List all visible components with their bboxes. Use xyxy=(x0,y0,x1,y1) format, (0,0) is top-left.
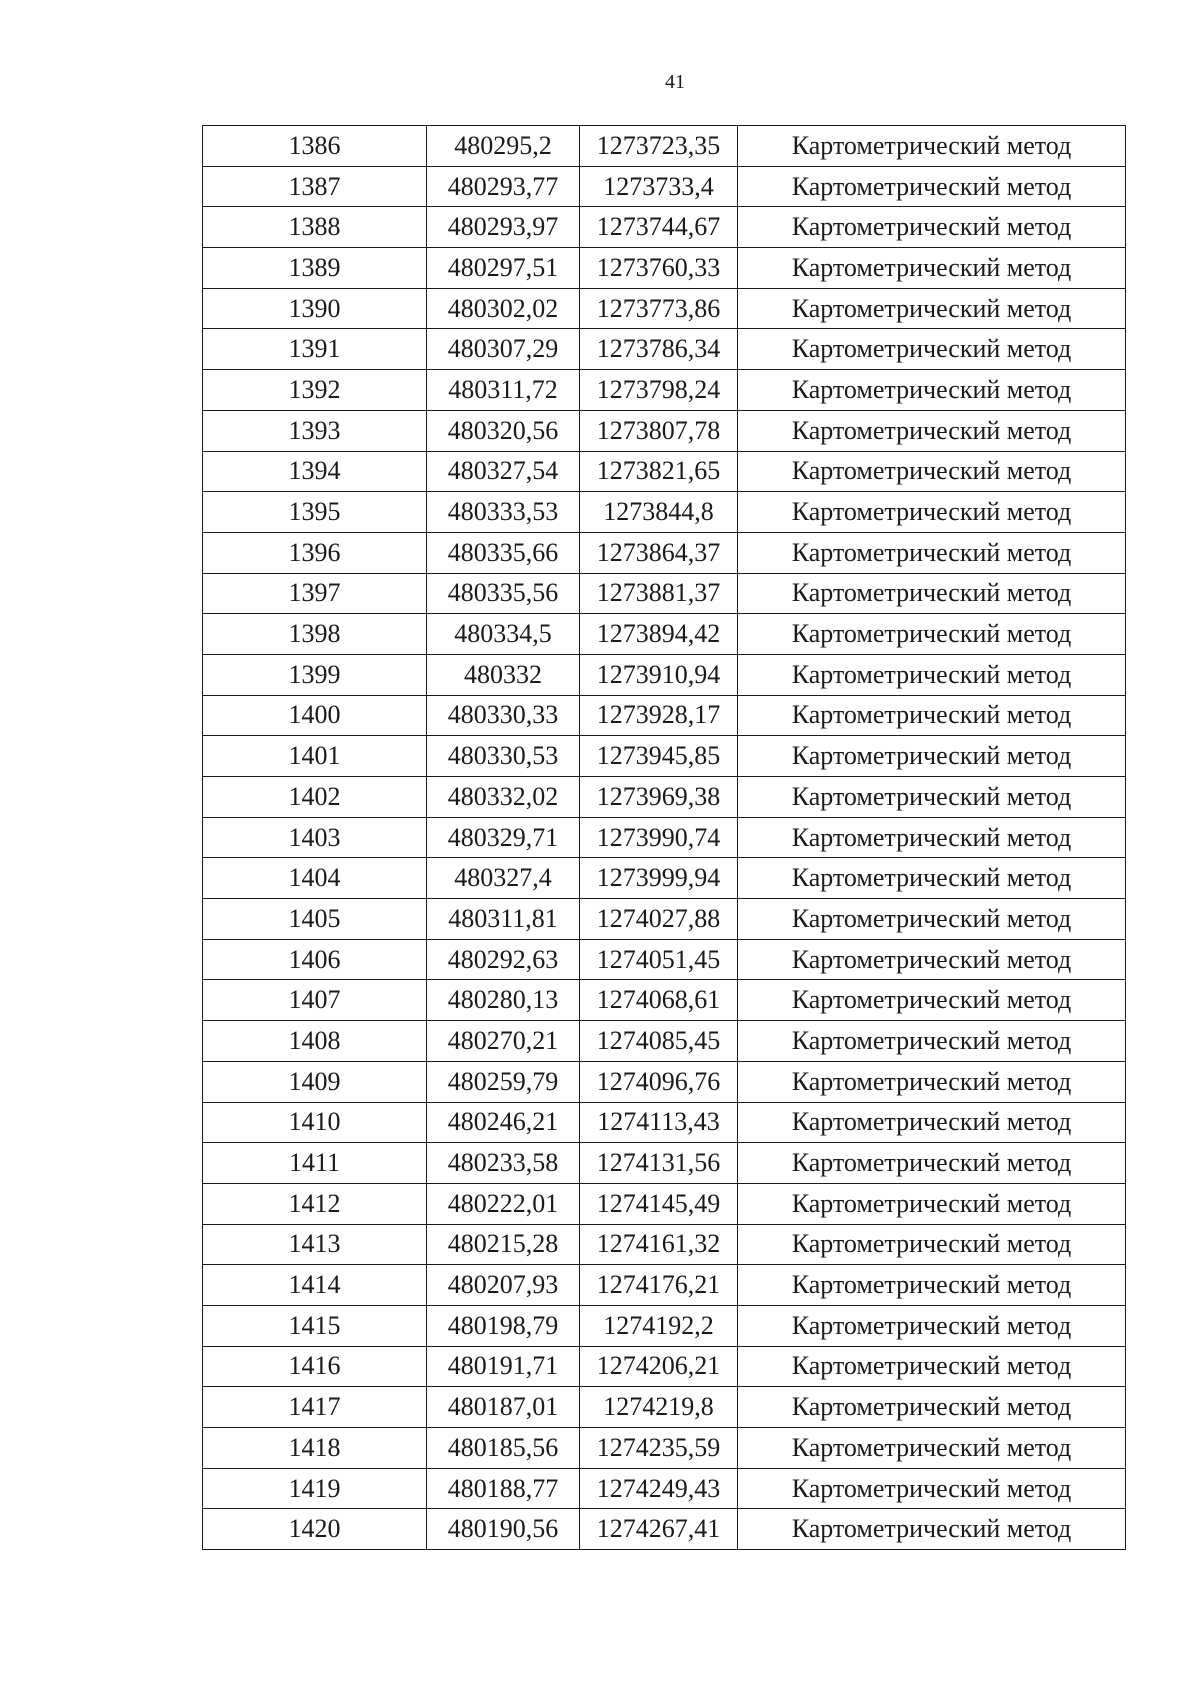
y-coordinate-cell: 1273894,42 xyxy=(580,614,738,655)
x-coordinate-cell: 480292,63 xyxy=(427,939,580,980)
method-cell: Картометрический метод xyxy=(738,1265,1126,1306)
x-coordinate-cell: 480270,21 xyxy=(427,1021,580,1062)
y-coordinate-cell: 1273786,34 xyxy=(580,329,738,370)
point-number-cell: 1401 xyxy=(203,736,427,777)
table-row xyxy=(203,248,1126,289)
method-cell: Картометрический метод xyxy=(738,858,1126,899)
point-number-cell: 1404 xyxy=(203,858,427,899)
x-coordinate-cell: 480188,77 xyxy=(427,1468,580,1509)
point-number-cell: 1413 xyxy=(203,1224,427,1265)
method-cell: Картометрический метод xyxy=(738,817,1126,858)
method-cell: Картометрический метод xyxy=(738,1509,1126,1550)
table-row xyxy=(203,614,1126,655)
point-number-cell: 1420 xyxy=(203,1509,427,1550)
x-coordinate-cell: 480327,54 xyxy=(427,451,580,492)
x-coordinate-cell: 480311,72 xyxy=(427,370,580,411)
x-coordinate-cell: 480332,02 xyxy=(427,777,580,818)
method-cell: Картометрический метод xyxy=(738,248,1126,289)
table-row xyxy=(203,1387,1126,1428)
y-coordinate-cell: 1274068,61 xyxy=(580,980,738,1021)
y-coordinate-cell: 1274085,45 xyxy=(580,1021,738,1062)
y-coordinate-cell: 1274096,76 xyxy=(580,1061,738,1102)
point-number-cell: 1386 xyxy=(203,126,427,167)
method-cell: Картометрический метод xyxy=(738,1387,1126,1428)
point-number-cell: 1391 xyxy=(203,329,427,370)
table-row xyxy=(203,1061,1126,1102)
method-cell: Картометрический метод xyxy=(738,654,1126,695)
x-coordinate-cell: 480333,53 xyxy=(427,492,580,533)
y-coordinate-cell: 1273760,33 xyxy=(580,248,738,289)
table-row xyxy=(203,1346,1126,1387)
method-cell: Картометрический метод xyxy=(738,451,1126,492)
y-coordinate-cell: 1274249,43 xyxy=(580,1468,738,1509)
y-coordinate-cell: 1273821,65 xyxy=(580,451,738,492)
point-number-cell: 1400 xyxy=(203,695,427,736)
x-coordinate-cell: 480191,71 xyxy=(427,1346,580,1387)
point-number-cell: 1398 xyxy=(203,614,427,655)
method-cell: Картометрический метод xyxy=(738,1224,1126,1265)
y-coordinate-cell: 1273990,74 xyxy=(580,817,738,858)
point-number-cell: 1399 xyxy=(203,654,427,695)
table-row xyxy=(203,1265,1126,1306)
table-row xyxy=(203,1428,1126,1469)
method-cell: Картометрический метод xyxy=(738,370,1126,411)
x-coordinate-cell: 480332 xyxy=(427,654,580,695)
y-coordinate-cell: 1274145,49 xyxy=(580,1183,738,1224)
x-coordinate-cell: 480233,58 xyxy=(427,1143,580,1184)
y-coordinate-cell: 1273744,67 xyxy=(580,207,738,248)
table-row xyxy=(203,899,1126,940)
y-coordinate-cell: 1274113,43 xyxy=(580,1102,738,1143)
x-coordinate-cell: 480215,28 xyxy=(427,1224,580,1265)
method-cell: Картометрический метод xyxy=(738,207,1126,248)
y-coordinate-cell: 1274192,2 xyxy=(580,1305,738,1346)
point-number-cell: 1409 xyxy=(203,1061,427,1102)
x-coordinate-cell: 480330,33 xyxy=(427,695,580,736)
method-cell: Картометрический метод xyxy=(738,1102,1126,1143)
x-coordinate-cell: 480185,56 xyxy=(427,1428,580,1469)
y-coordinate-cell: 1273798,24 xyxy=(580,370,738,411)
y-coordinate-cell: 1274219,8 xyxy=(580,1387,738,1428)
y-coordinate-cell: 1273969,38 xyxy=(580,777,738,818)
x-coordinate-cell: 480187,01 xyxy=(427,1387,580,1428)
table-row xyxy=(203,532,1126,573)
point-number-cell: 1403 xyxy=(203,817,427,858)
x-coordinate-cell: 480259,79 xyxy=(427,1061,580,1102)
point-number-cell: 1389 xyxy=(203,248,427,289)
method-cell: Картометрический метод xyxy=(738,1428,1126,1469)
y-coordinate-cell: 1274161,32 xyxy=(580,1224,738,1265)
point-number-cell: 1387 xyxy=(203,166,427,207)
y-coordinate-cell: 1273864,37 xyxy=(580,532,738,573)
x-coordinate-cell: 480307,29 xyxy=(427,329,580,370)
y-coordinate-cell: 1273999,94 xyxy=(580,858,738,899)
table-row xyxy=(203,980,1126,1021)
table-row xyxy=(203,1509,1126,1550)
point-number-cell: 1410 xyxy=(203,1102,427,1143)
table-row xyxy=(203,329,1126,370)
x-coordinate-cell: 480222,01 xyxy=(427,1183,580,1224)
x-coordinate-cell: 480293,77 xyxy=(427,166,580,207)
table-row xyxy=(203,573,1126,614)
point-number-cell: 1406 xyxy=(203,939,427,980)
method-cell: Картометрический метод xyxy=(738,1143,1126,1184)
method-cell: Картометрический метод xyxy=(738,492,1126,533)
method-cell: Картометрический метод xyxy=(738,532,1126,573)
point-number-cell: 1414 xyxy=(203,1265,427,1306)
x-coordinate-cell: 480295,2 xyxy=(427,126,580,167)
y-coordinate-cell: 1274176,21 xyxy=(580,1265,738,1306)
x-coordinate-cell: 480320,56 xyxy=(427,410,580,451)
x-coordinate-cell: 480327,4 xyxy=(427,858,580,899)
table-row xyxy=(203,1102,1126,1143)
table-row xyxy=(203,817,1126,858)
method-cell: Картометрический метод xyxy=(738,777,1126,818)
method-cell: Картометрический метод xyxy=(738,614,1126,655)
coordinates-table-body xyxy=(203,126,1126,1550)
x-coordinate-cell: 480190,56 xyxy=(427,1509,580,1550)
y-coordinate-cell: 1274051,45 xyxy=(580,939,738,980)
point-number-cell: 1392 xyxy=(203,370,427,411)
method-cell: Картометрический метод xyxy=(738,1021,1126,1062)
table-row xyxy=(203,858,1126,899)
x-coordinate-cell: 480311,81 xyxy=(427,899,580,940)
method-cell: Картометрический метод xyxy=(738,980,1126,1021)
y-coordinate-cell: 1273723,35 xyxy=(580,126,738,167)
method-cell: Картометрический метод xyxy=(738,126,1126,167)
x-coordinate-cell: 480335,56 xyxy=(427,573,580,614)
table-row xyxy=(203,207,1126,248)
method-cell: Картометрический метод xyxy=(738,1061,1126,1102)
point-number-cell: 1402 xyxy=(203,777,427,818)
method-cell: Картометрический метод xyxy=(738,695,1126,736)
y-coordinate-cell: 1274267,41 xyxy=(580,1509,738,1550)
method-cell: Картометрический метод xyxy=(738,329,1126,370)
coordinates-table xyxy=(202,125,1126,1550)
method-cell: Картометрический метод xyxy=(738,288,1126,329)
table-row xyxy=(203,1183,1126,1224)
point-number-cell: 1394 xyxy=(203,451,427,492)
table-row xyxy=(203,451,1126,492)
method-cell: Картометрический метод xyxy=(738,410,1126,451)
x-coordinate-cell: 480297,51 xyxy=(427,248,580,289)
method-cell: Картометрический метод xyxy=(738,1468,1126,1509)
x-coordinate-cell: 480302,02 xyxy=(427,288,580,329)
y-coordinate-cell: 1273733,4 xyxy=(580,166,738,207)
x-coordinate-cell: 480293,97 xyxy=(427,207,580,248)
table-row xyxy=(203,166,1126,207)
point-number-cell: 1419 xyxy=(203,1468,427,1509)
table-row xyxy=(203,492,1126,533)
x-coordinate-cell: 480198,79 xyxy=(427,1305,580,1346)
x-coordinate-cell: 480207,93 xyxy=(427,1265,580,1306)
table-row xyxy=(203,939,1126,980)
table-row xyxy=(203,370,1126,411)
table-row xyxy=(203,126,1126,167)
table-row xyxy=(203,654,1126,695)
method-cell: Картометрический метод xyxy=(738,1183,1126,1224)
page-number: 41 xyxy=(665,71,685,93)
point-number-cell: 1416 xyxy=(203,1346,427,1387)
method-cell: Картометрический метод xyxy=(738,166,1126,207)
table-row xyxy=(203,777,1126,818)
table-row xyxy=(203,1021,1126,1062)
point-number-cell: 1405 xyxy=(203,899,427,940)
y-coordinate-cell: 1274131,56 xyxy=(580,1143,738,1184)
point-number-cell: 1418 xyxy=(203,1428,427,1469)
table-row xyxy=(203,1468,1126,1509)
method-cell: Картометрический метод xyxy=(738,1305,1126,1346)
table-row xyxy=(203,1305,1126,1346)
x-coordinate-cell: 480335,66 xyxy=(427,532,580,573)
y-coordinate-cell: 1273807,78 xyxy=(580,410,738,451)
point-number-cell: 1390 xyxy=(203,288,427,329)
table-row xyxy=(203,288,1126,329)
x-coordinate-cell: 480280,13 xyxy=(427,980,580,1021)
point-number-cell: 1407 xyxy=(203,980,427,1021)
x-coordinate-cell: 480334,5 xyxy=(427,614,580,655)
table-row xyxy=(203,1224,1126,1265)
x-coordinate-cell: 480246,21 xyxy=(427,1102,580,1143)
y-coordinate-cell: 1273773,86 xyxy=(580,288,738,329)
point-number-cell: 1408 xyxy=(203,1021,427,1062)
method-cell: Картометрический метод xyxy=(738,1346,1126,1387)
table-row xyxy=(203,1143,1126,1184)
method-cell: Картометрический метод xyxy=(738,899,1126,940)
point-number-cell: 1397 xyxy=(203,573,427,614)
method-cell: Картометрический метод xyxy=(738,573,1126,614)
table-row xyxy=(203,695,1126,736)
point-number-cell: 1395 xyxy=(203,492,427,533)
x-coordinate-cell: 480329,71 xyxy=(427,817,580,858)
y-coordinate-cell: 1273945,85 xyxy=(580,736,738,777)
point-number-cell: 1396 xyxy=(203,532,427,573)
method-cell: Картометрический метод xyxy=(738,736,1126,777)
x-coordinate-cell: 480330,53 xyxy=(427,736,580,777)
point-number-cell: 1393 xyxy=(203,410,427,451)
y-coordinate-cell: 1273928,17 xyxy=(580,695,738,736)
method-cell: Картометрический метод xyxy=(738,939,1126,980)
point-number-cell: 1415 xyxy=(203,1305,427,1346)
point-number-cell: 1417 xyxy=(203,1387,427,1428)
y-coordinate-cell: 1273910,94 xyxy=(580,654,738,695)
table-row xyxy=(203,410,1126,451)
y-coordinate-cell: 1274235,59 xyxy=(580,1428,738,1469)
point-number-cell: 1411 xyxy=(203,1143,427,1184)
y-coordinate-cell: 1274206,21 xyxy=(580,1346,738,1387)
point-number-cell: 1388 xyxy=(203,207,427,248)
table-row xyxy=(203,736,1126,777)
y-coordinate-cell: 1274027,88 xyxy=(580,899,738,940)
y-coordinate-cell: 1273844,8 xyxy=(580,492,738,533)
point-number-cell: 1412 xyxy=(203,1183,427,1224)
y-coordinate-cell: 1273881,37 xyxy=(580,573,738,614)
